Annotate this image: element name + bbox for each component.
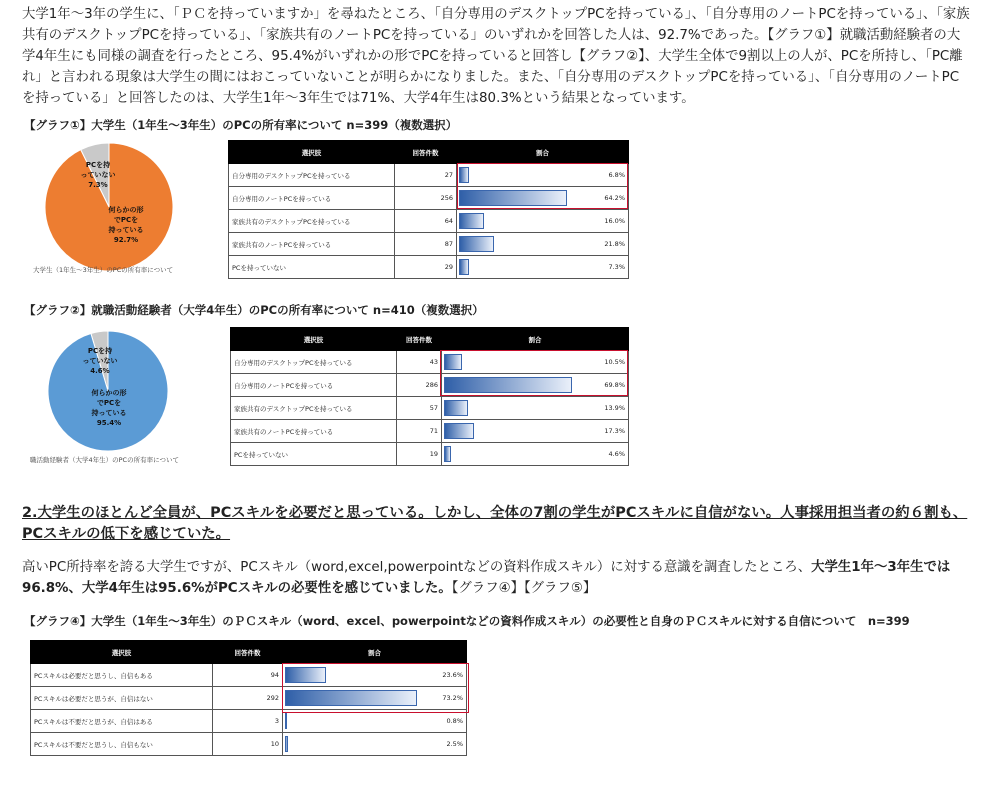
row-ratio [442, 374, 629, 397]
section2-para-plain: 高いPC所持率を誇る大学生ですが、PCスキル（word,excel,powerpointなどの資料作成スキル）に対する意識を調査したところ、 [22, 560, 812, 575]
ratio-bar [444, 377, 572, 393]
table-row [31, 687, 467, 710]
row-ratio [442, 420, 629, 443]
ratio-bar [459, 259, 469, 275]
header-option: 選択肢 [229, 141, 395, 164]
ratio-bar [459, 167, 469, 183]
row-ratio [457, 210, 629, 233]
ratio-bar [285, 690, 417, 706]
row-count: 87 [395, 233, 457, 256]
row-ratio [457, 164, 629, 187]
header-option: 選択肢 [231, 328, 397, 351]
intro-paragraph: 大学1年〜3年の学生に、「ＰＣを持っていますか」を尋ねたところ、「自分専用のデスクトップPCを持っている」、「自分専用のノートPCを持っている」、「家族共有のデスクトップPCを持っている」、「家族共有のノートPCを持っている」のいずれかを回答した人は、92.7%であった。【グラフ①】就職活動経験者の大学4年生にも同様の調査を行ったところ、95.4%がいずれかの形でPCを持っていると回答し【グラフ②】、大学生全体で9割以上の人が、PCを所持し、「PC離れ」と言われる現象は大学生の間にはおこっていないことが明らかになりました。また、「自分専用のデスクトップPCを持っている」、「自分専用のノートPCを持っている」と回答したのは、大学生1年〜3年生では71%、大学4年生は80.3%という結果となっています。 [22, 7, 970, 106]
table-row [31, 664, 467, 687]
row-label: PCを持っていない [229, 256, 395, 279]
ratio-bar [285, 713, 287, 729]
row-label: PCスキルは必要だと思うが、自信はない [31, 687, 213, 710]
section2-para-tail: 【グラフ④】【グラフ⑤】 [451, 581, 597, 596]
row-ratio [283, 687, 467, 710]
ratio-value: 73.2% [442, 694, 463, 702]
ratio-value: 2.5% [446, 740, 463, 748]
row-ratio [442, 351, 629, 374]
table-row [229, 256, 629, 279]
table-row [31, 710, 467, 733]
row-count: 3 [213, 710, 283, 733]
graph1-table [228, 140, 629, 279]
row-count: 64 [395, 210, 457, 233]
ratio-value: 17.3% [604, 427, 625, 435]
header-count: 回答件数 [397, 328, 442, 351]
row-label: 自分専用のデスクトップPCを持っている [229, 164, 395, 187]
row-ratio [283, 710, 467, 733]
ratio-bar [444, 423, 474, 439]
graph1-pie-label-small: PCを持 っていない 7.3% [80, 161, 116, 189]
table-row [229, 210, 629, 233]
row-ratio [457, 256, 629, 279]
row-count: 71 [397, 420, 442, 443]
header-count: 回答件数 [395, 141, 457, 164]
table-header-row [229, 141, 629, 164]
graph2-title: 【グラフ②】就職活動経験者（大学4年生）のPCの所有率について n=410（複数選択） [24, 303, 484, 317]
row-label: PCを持っていない [231, 443, 397, 466]
header-count: 回答件数 [213, 641, 283, 664]
row-label: 自分専用のノートPCを持っている [231, 374, 397, 397]
ratio-value: 6.8% [608, 171, 625, 179]
row-label: 家族共有のデスクトップPCを持っている [229, 210, 395, 233]
ratio-value: 23.6% [442, 671, 463, 679]
ratio-value: 0.8% [446, 717, 463, 725]
row-count: 256 [395, 187, 457, 210]
table-header-row [231, 328, 629, 351]
header-ratio: 割合 [457, 141, 629, 164]
row-count: 27 [395, 164, 457, 187]
table-row [231, 374, 629, 397]
row-ratio [442, 443, 629, 466]
section2-paragraph [22, 557, 972, 599]
graph1-title: 【グラフ①】大学生（1年生〜3年生）のPCの所有率について n=399（複数選択） [24, 118, 458, 132]
section2-para-bold: 大学生1年〜3年生では96.8%、大学4年生は95.6%がPCスキルの必要性を感じていました。 [22, 560, 951, 596]
ratio-bar [459, 190, 567, 206]
graph4-title: 【グラフ④】大学生（1年生〜3年生）のＰＣスキル（word、excel、powerpointなどの資料作成スキル）の必要性と自身のＰＣスキルに対する自信について n=399 [24, 614, 910, 628]
header-option: 選択肢 [31, 641, 213, 664]
table-row [229, 233, 629, 256]
ratio-value: 21.8% [604, 240, 625, 248]
table-row [31, 733, 467, 756]
ratio-bar [285, 736, 288, 752]
row-count: 94 [213, 664, 283, 687]
row-count: 292 [213, 687, 283, 710]
ratio-value: 16.0% [604, 217, 625, 225]
ratio-bar [444, 400, 468, 416]
row-label: PCスキルは不要だと思うが、自信はある [31, 710, 213, 733]
row-count: 19 [397, 443, 442, 466]
table-row [231, 351, 629, 374]
row-label: 自分専用のノートPCを持っている [229, 187, 395, 210]
ratio-value: 69.8% [604, 381, 625, 389]
table-row [229, 164, 629, 187]
graph2-pie-label-large: 何らかの形 でPCを 持っている 95.4% [91, 389, 127, 427]
row-ratio [283, 733, 467, 756]
row-label: PCスキルは不要だと思うし、自信もない [31, 733, 213, 756]
graph4-table [30, 640, 467, 756]
row-ratio [442, 397, 629, 420]
ratio-bar [285, 667, 326, 683]
row-count: 57 [397, 397, 442, 420]
graph1-pie [44, 142, 174, 272]
ratio-value: 13.9% [604, 404, 625, 412]
table-row [231, 443, 629, 466]
graph2-pie-label-small: PCを持 っていない 4.6% [82, 347, 118, 375]
ratio-value: 7.3% [608, 263, 625, 271]
row-ratio [457, 187, 629, 210]
graph1-pie-label-large: 何らかの形 でPCを 持っている 92.7% [108, 206, 144, 244]
row-count: 43 [397, 351, 442, 374]
header-ratio: 割合 [442, 328, 629, 351]
table-row [229, 187, 629, 210]
section2-heading: 2.大学生のほとんど全員が、PCスキルを必要だと思っている。しかし、全体の7割の学生がPCスキルに自信がない。人事採用担当者の約６割も、PCスキルの低下を感じていた。 [22, 505, 968, 542]
table-row [231, 397, 629, 420]
ratio-value: 4.6% [608, 450, 625, 458]
graph2-pie [47, 330, 169, 452]
header-ratio: 割合 [283, 641, 467, 664]
row-ratio [283, 664, 467, 687]
row-label: 家族共有のデスクトップPCを持っている [231, 397, 397, 420]
row-label: 家族共有のノートPCを持っている [229, 233, 395, 256]
row-label: PCスキルは必要だと思うし、自信もある [31, 664, 213, 687]
table-row [231, 420, 629, 443]
row-label: 自分専用のデスクトップPCを持っている [231, 351, 397, 374]
ratio-bar [459, 236, 494, 252]
ratio-value: 64.2% [604, 194, 625, 202]
graph1-caption: 大学生（1年生〜3年生）のPCの所有率について [33, 266, 174, 274]
graph2-table [230, 327, 629, 466]
ratio-bar [444, 354, 462, 370]
row-count: 286 [397, 374, 442, 397]
ratio-bar [459, 213, 484, 229]
ratio-bar [444, 446, 451, 462]
table-header-row [31, 641, 467, 664]
row-count: 10 [213, 733, 283, 756]
row-count: 29 [395, 256, 457, 279]
row-ratio [457, 233, 629, 256]
ratio-value: 10.5% [604, 358, 625, 366]
graph2-caption: 職活動経験者（大学4年生）のPCの所有率について [30, 456, 179, 464]
row-label: 家族共有のノートPCを持っている [231, 420, 397, 443]
